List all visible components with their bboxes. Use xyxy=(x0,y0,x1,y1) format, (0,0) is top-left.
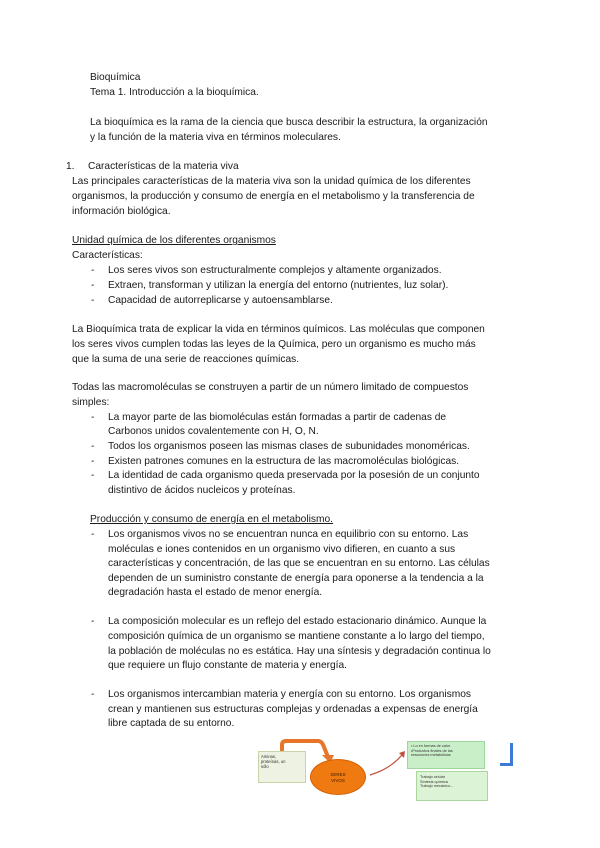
paragraph-line: organismos, la producción y consumo de energía en el metabolismo y la transferencia de xyxy=(72,191,475,202)
diagram-text: • Lo en formas de calor xyxy=(411,744,451,748)
bullet-item: degradación hasta el estado de menor energía. xyxy=(108,587,323,598)
arrow-to-top-box xyxy=(370,755,402,775)
bullet-dash: - xyxy=(91,616,95,627)
topic-title: Tema 1. Introducción a la bioquímica. xyxy=(90,87,259,98)
nutrients-box xyxy=(258,751,306,783)
bullet-item: moléculas e iones contenidos en un organismo vivo difieren, en cuanto a sus xyxy=(108,544,456,555)
work-box xyxy=(416,771,488,801)
bullet-dash: - xyxy=(91,689,95,700)
diagram-text: •Productos finales de las xyxy=(411,748,453,753)
bullet-dash: - xyxy=(91,529,95,540)
bullet-item: la población de moléculas no es estática. Hay una síntesis y degradación continua lo xyxy=(108,646,491,657)
unidad-heading: Unidad química de los diferentes organismos xyxy=(72,235,276,246)
diagram-text: Trabajo celular xyxy=(420,775,445,779)
intro-line: La bioquímica es la rama de la ciencia que busca describir la estructura, la organización xyxy=(90,117,488,128)
paragraph-line: información biológica. xyxy=(72,206,171,217)
bullet-item: Extraen, transforman y utilizan la energía del entorno (nutrientes, luz solar). xyxy=(108,280,449,291)
diagram-text: reacciones metabólicas xyxy=(411,753,451,758)
products-box xyxy=(407,741,485,769)
bullet-dash: - xyxy=(91,280,95,291)
blue-bracket xyxy=(500,743,513,766)
energy-flow-diagram xyxy=(252,739,522,805)
bullet-item: crean y mantienen sus estructuras complejas y ordenadas a expensas de energía xyxy=(108,704,478,715)
paragraph-line: que la suma de una serie de reacciones químicas. xyxy=(72,354,300,365)
bullet-item: Capacidad de autorreplicarse y autoensamblarse. xyxy=(108,295,333,306)
intro-line: y la función de la materia viva en términos moleculares. xyxy=(90,132,341,143)
bullet-item: La composición molecular es un reflejo del estado estacionario dinámico. Aunque la xyxy=(108,616,487,627)
bullet-dash: - xyxy=(91,412,95,423)
bullet-dash: - xyxy=(91,295,95,306)
paragraph-line: los seres vivos cumplen todas las leyes de la Química, pero un organismo es mucho más xyxy=(72,339,476,350)
subject-title: Bioquímica xyxy=(90,72,141,83)
bullet-item: La mayor parte de las biomoléculas están formadas a partir de cadenas de xyxy=(108,412,447,423)
bullet-item: Los organismos intercambian materia y energía con su entorno. Los organismos xyxy=(108,689,471,700)
seres-vivos-sun xyxy=(310,759,366,795)
section-number: 1. xyxy=(66,161,75,172)
paragraph-line: simples: xyxy=(72,397,110,408)
bullet-dash: - xyxy=(91,441,95,452)
diagram-text: proteínas, un xyxy=(261,759,286,764)
bullet-item: distintivo de ácidos nucleicos y proteínas. xyxy=(108,485,296,496)
bullet-item: Los seres vivos son estructuralmente complejos y altamente organizados. xyxy=(108,265,442,276)
diagram-text: Aminas, xyxy=(261,754,277,759)
bullet-item: características y concentración, de las que se encuentran en su entorno. Las células xyxy=(108,558,490,569)
diagram-text: SERES xyxy=(330,772,346,777)
bullet-item: Los organismos vivos no se encuentran nunca en equilibrio con su entorno. Las xyxy=(108,529,469,540)
bullet-dash: - xyxy=(91,470,95,481)
diagram-text: sólo xyxy=(261,764,269,769)
paragraph-line: La Bioquímica trata de explicar la vida en términos químicos. Las moléculas que componen xyxy=(72,324,485,335)
bullet-item: Existen patrones comunes en la estructura de las macromoléculas biológicas. xyxy=(108,456,460,467)
diagram-text: Trabajo mecánico... xyxy=(420,784,454,789)
bullet-item: La identidad de cada organismo queda preservada por la posesión de un conjunto xyxy=(108,470,480,481)
caracteristicas-label: Características: xyxy=(72,250,143,261)
diagram-text: VIVOS xyxy=(331,777,345,783)
bullet-item: composición química de un organismo se mantiene constante a lo largo del tiempo, xyxy=(108,631,485,642)
bullet-item: libre captada de su entorno. xyxy=(108,718,235,729)
bullet-item: Carbonos unidos covalentemente con H, O, N. xyxy=(108,426,319,437)
bullet-item: Todos los organismos poseen las mismas clases de subunidades monoméricas. xyxy=(108,441,470,452)
bullet-item: que requiere un flujo constante de materia y energía. xyxy=(108,660,347,671)
bullet-item: dependen de un suministro constante de energía para oponerse a la tendencia a la xyxy=(108,573,484,584)
bullet-dash: - xyxy=(91,265,95,276)
section-title: Características de la materia viva xyxy=(88,161,239,172)
paragraph-line: Todas las macromoléculas se construyen a partir de un número limitado de compuestos xyxy=(72,382,469,393)
diagram-text: Síntesis química xyxy=(420,779,448,784)
paragraph-line: Las principales características de la materia viva son la unidad química de los diferentes xyxy=(72,176,471,187)
energia-heading: Producción y consumo de energía en el metabolismo. xyxy=(90,514,333,525)
bullet-dash: - xyxy=(91,456,95,467)
